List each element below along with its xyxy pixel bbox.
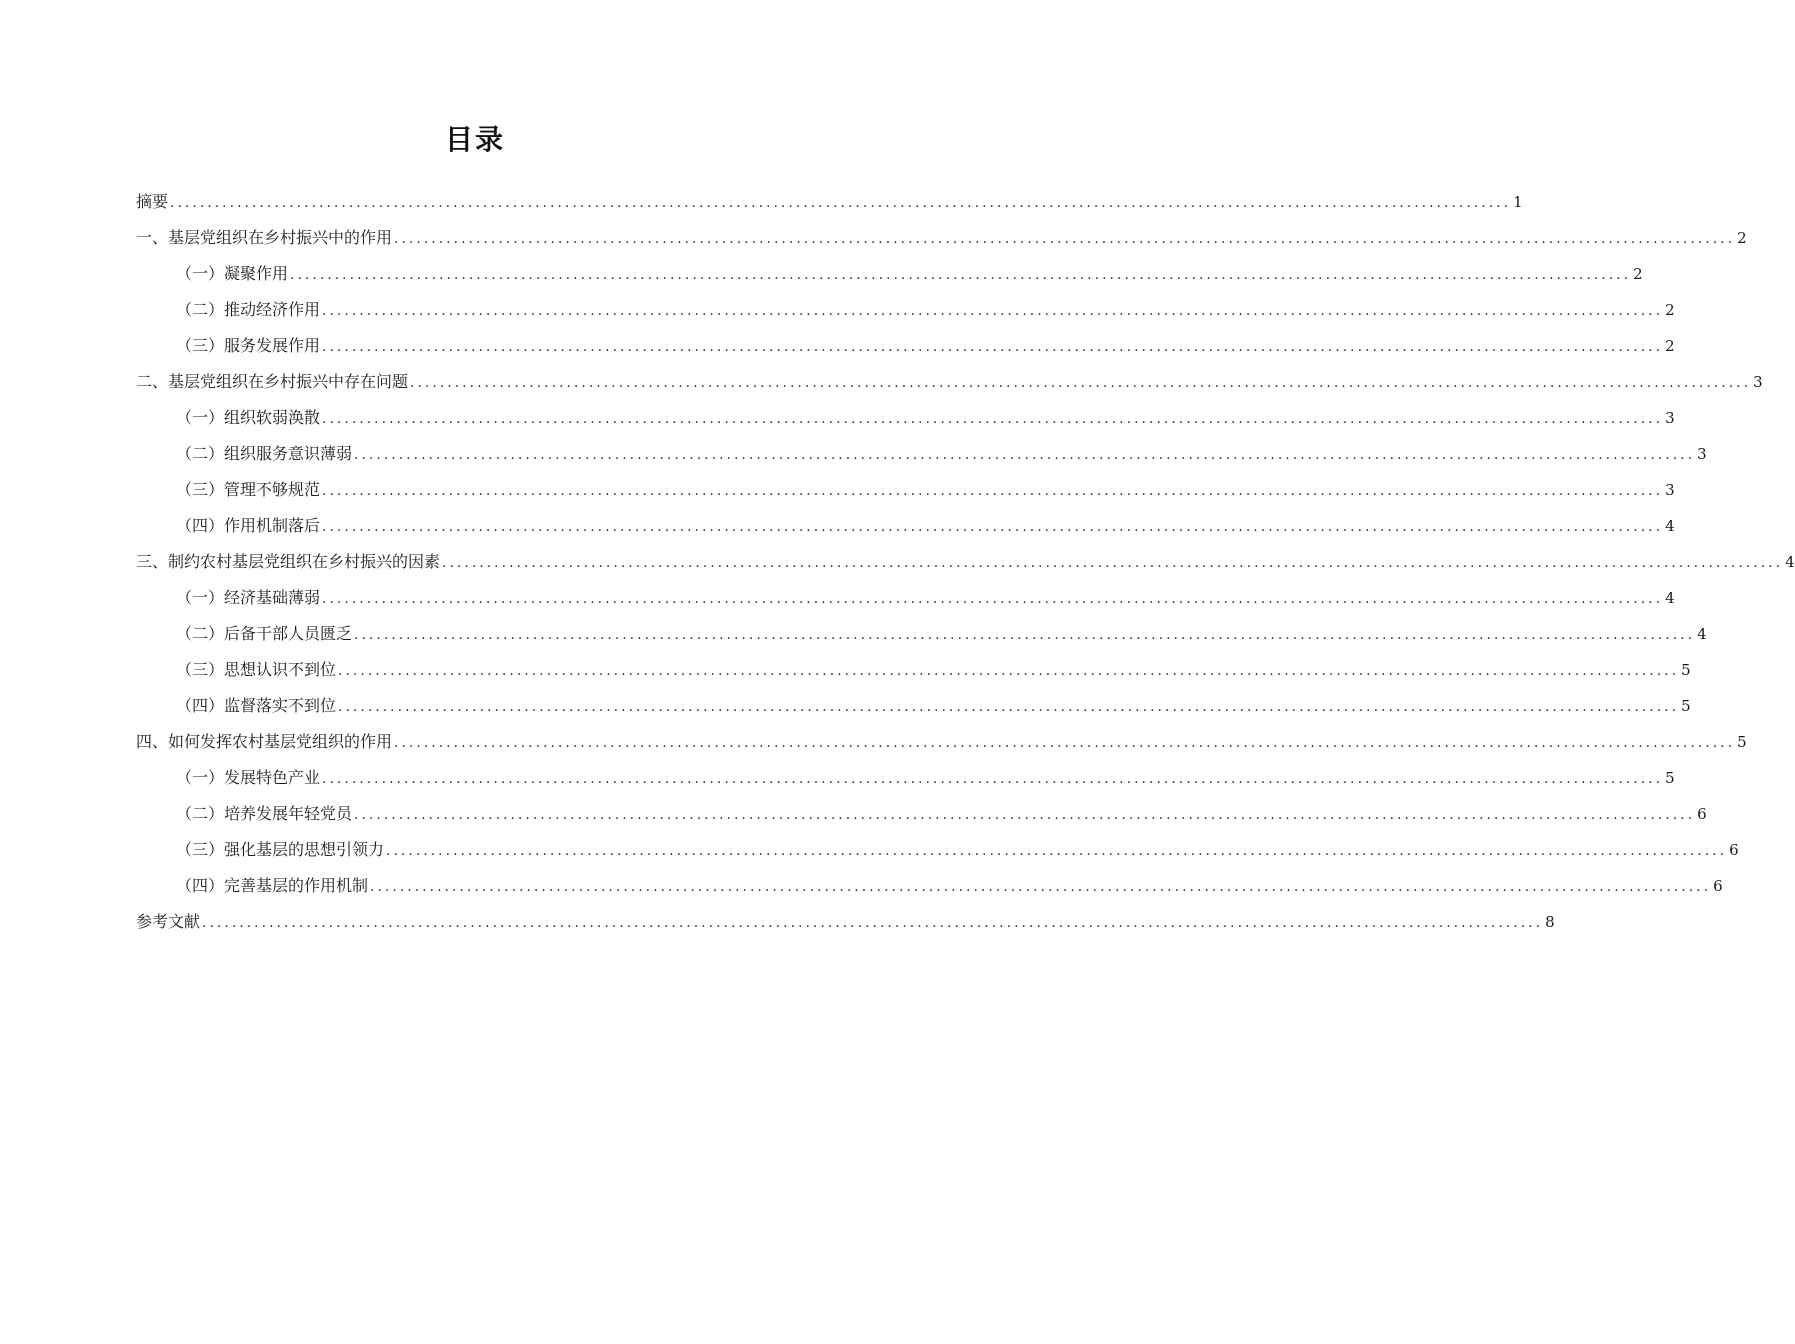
toc-entry[interactable]	[136, 220, 1747, 256]
toc-entry-text: （四）完善基层的作用机制	[176, 876, 369, 895]
toc-page-number: 3	[1665, 481, 1675, 499]
toc-entry[interactable]	[136, 796, 1707, 832]
toc-entry[interactable]	[136, 472, 1675, 508]
toc-entry-text: （四）作用机制落后	[176, 516, 321, 535]
toc-page-number: 6	[1713, 877, 1723, 895]
toc-entry[interactable]	[136, 292, 1675, 328]
toc-entry[interactable]	[136, 580, 1675, 616]
toc-leader-dots: ....................................................................................................................................................................................	[322, 483, 1664, 499]
toc-page-number: 6	[1729, 841, 1739, 859]
toc-entry-text: （四）监督落实不到位	[176, 696, 337, 715]
toc-entry[interactable]	[136, 436, 1707, 472]
toc-leader-dots: ....................................................................................................................................................................................	[354, 807, 1696, 823]
toc-entry[interactable]	[136, 544, 1795, 580]
toc-entry-text: （三）服务发展作用	[176, 336, 321, 355]
toc-entry-text: 三、制约农村基层党组织在乡村振兴的因素	[136, 552, 441, 571]
toc-page-number: 4	[1665, 517, 1675, 535]
toc-leader-dots: ....................................................................................................................................................................................	[202, 915, 1544, 931]
toc-entry[interactable]	[136, 724, 1747, 760]
toc-entry[interactable]	[136, 400, 1675, 436]
toc-entry-text: 四、如何发挥农村基层党组织的作用	[136, 732, 393, 751]
toc-leader-dots: ....................................................................................................................................................................................	[290, 267, 1632, 283]
toc-page-number: 3	[1697, 445, 1707, 463]
toc-entry-text: （三）思想认识不到位	[176, 660, 337, 679]
toc-entry[interactable]	[136, 256, 1643, 292]
toc-page-number: 4	[1785, 553, 1795, 571]
toc-entry-text: （二）后备干部人员匮乏	[176, 624, 353, 643]
toc-title: 目录	[444, 123, 505, 156]
toc-leader-dots: ....................................................................................................................................................................................	[322, 519, 1664, 535]
toc-page-number: 5	[1681, 697, 1691, 715]
toc-entry-text: （三）强化基层的思想引领力	[176, 840, 385, 859]
toc-page-number: 2	[1633, 265, 1643, 283]
toc-entry[interactable]	[136, 868, 1723, 904]
toc-list	[136, 184, 1795, 940]
toc-entry[interactable]	[136, 688, 1691, 724]
toc-leader-dots: ....................................................................................................................................................................................	[370, 879, 1712, 895]
toc-entry[interactable]	[136, 760, 1675, 796]
toc-page-number: 1	[1513, 193, 1523, 211]
toc-page-number: 2	[1665, 301, 1675, 319]
toc-entry[interactable]	[136, 508, 1675, 544]
toc-entry-text: 摘要	[136, 192, 169, 211]
toc-page-number: 6	[1697, 805, 1707, 823]
toc-leader-dots: ....................................................................................................................................................................................	[386, 843, 1728, 859]
toc-entry[interactable]	[136, 328, 1675, 364]
toc-leader-dots: ....................................................................................................................................................................................	[322, 771, 1664, 787]
toc-leader-dots: ....................................................................................................................................................................................	[338, 699, 1680, 715]
toc-leader-dots: ....................................................................................................................................................................................	[322, 303, 1664, 319]
toc-entry-text: （二）培养发展年轻党员	[176, 804, 353, 823]
toc-page-number: 8	[1545, 913, 1555, 931]
toc-page-number: 3	[1753, 373, 1763, 391]
toc-leader-dots: ....................................................................................................................................................................................	[170, 195, 1512, 211]
toc-entry-text: （一）经济基础薄弱	[176, 588, 321, 607]
toc-entry[interactable]	[136, 184, 1523, 220]
toc-leader-dots: ....................................................................................................................................................................................	[354, 627, 1696, 643]
toc-page-number: 2	[1737, 229, 1747, 247]
toc-leader-dots: ....................................................................................................................................................................................	[354, 447, 1696, 463]
toc-leader-dots: ....................................................................................................................................................................................	[394, 735, 1736, 751]
toc-entry-text: （二）组织服务意识薄弱	[176, 444, 353, 463]
toc-entry[interactable]	[136, 616, 1707, 652]
toc-entry-text: 二、基层党组织在乡村振兴中存在问题	[136, 372, 409, 391]
toc-page-number: 5	[1737, 733, 1747, 751]
toc-entry[interactable]	[136, 364, 1763, 400]
toc-leader-dots: ....................................................................................................................................................................................	[322, 339, 1664, 355]
toc-leader-dots: ....................................................................................................................................................................................	[322, 591, 1664, 607]
toc-entry[interactable]	[136, 652, 1691, 688]
toc-entry[interactable]	[136, 904, 1555, 940]
toc-page-number: 5	[1681, 661, 1691, 679]
toc-leader-dots: ....................................................................................................................................................................................	[394, 231, 1736, 247]
toc-entry-text: 参考文献	[136, 912, 201, 931]
toc-entry-text: （一）凝聚作用	[176, 264, 289, 283]
toc-entry-text: （一）发展特色产业	[176, 768, 321, 787]
toc-entry-text: （二）推动经济作用	[176, 300, 321, 319]
toc-leader-dots: ....................................................................................................................................................................................	[322, 411, 1664, 427]
toc-page-number: 4	[1665, 589, 1675, 607]
toc-leader-dots: ....................................................................................................................................................................................	[410, 375, 1752, 391]
toc-leader-dots: ....................................................................................................................................................................................	[442, 555, 1784, 571]
toc-page-number: 3	[1665, 409, 1675, 427]
toc-entry-text: 一、基层党组织在乡村振兴中的作用	[136, 228, 393, 247]
toc-entry-text: （三）管理不够规范	[176, 480, 321, 499]
toc-page-number: 5	[1665, 769, 1675, 787]
toc-entry[interactable]	[136, 832, 1739, 868]
toc-leader-dots: ....................................................................................................................................................................................	[338, 663, 1680, 679]
toc-page-number: 4	[1697, 625, 1707, 643]
toc-entry-text: （一）组织软弱涣散	[176, 408, 321, 427]
toc-page-number: 2	[1665, 337, 1675, 355]
